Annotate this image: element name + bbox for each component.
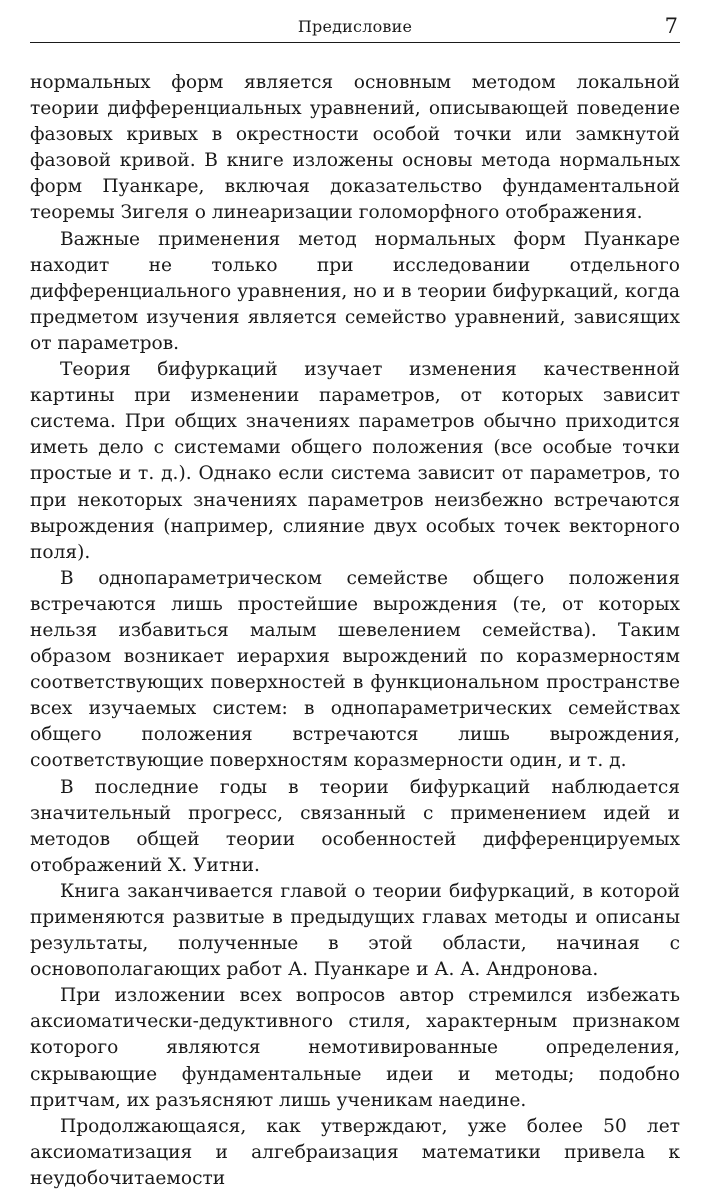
running-header bbox=[30, 0, 680, 43]
paragraph: Книга заканчивается главой о теории бифуркаций, в которой применяются развитые в предыдущих главах методы и описаны результаты, полученные в этой области, начиная с основополагающих работ А. Пуанкаре и А. А. Андронова. bbox=[30, 880, 680, 981]
book-page bbox=[30, 0, 680, 1192]
body-text bbox=[30, 70, 680, 1192]
running-title: Предисловие bbox=[297, 17, 413, 36]
paragraph-continuation: нормальных форм является основным методом локальной теории дифференциальных уравнений, описывающей поведение фазовых кривых в окрестности особой точки или замкнутой фазовой кривой. В книге изложены основы метода нормальных форм Пуанкаре, включая доказательство фундаментальной теоремы Зигеля о линеаризации голоморфного отображения. bbox=[30, 72, 680, 224]
paragraph: При изложении всех вопросов автор стремился избежать аксиоматически-дедуктивного стиля, характерным признаком которого являются немотивированные определения, скрывающие фундаментальные идеи и методы; подобно притчам, их разъясняют лишь ученикам наедине. bbox=[30, 985, 680, 1111]
paragraph: В последние годы в теории бифуркаций наблюдается значительный прогресс, связанный с применением идей и методов общей теории особенностей дифференцируемых отображений Х. Уитни. bbox=[30, 776, 680, 876]
paragraph: В однопараметрическом семействе общего положения встречаются лишь простейшие вырождения (те, от которых нельзя избавиться малым шевелением семейства). Таким образом возникает иерархия вырождений по коразмерностям соответствующих поверхностей в функциональном пространстве всех изучаемых систем: в однопараметрических семействах общего положения встречаются лишь вырождения, соответствующие поверхностям коразмерности один, и т. д. bbox=[30, 567, 680, 772]
paragraph: Продолжающаяся, как утверждают, уже более 50 лет аксиоматизация и алгебраизация математики привела к неудобочитаемости bbox=[30, 1115, 680, 1189]
page-number: 7 bbox=[664, 14, 678, 38]
paragraph: Теория бифуркаций изучает изменения качественной картины при изменении параметров, от которых зависит система. При общих значениях параметров обычно приходится иметь дело с системами общего положения (все особые точки простые и т. д.). Однако если система зависит от параметров, то при некоторых значениях параметров неизбежно встречаются вырождения (например, слияние двух особых точек векторного поля). bbox=[30, 359, 680, 563]
paragraph: Важные применения метод нормальных форм Пуанкаре находит не только при исследовании отдельного дифференциального уравнения, но и в теории бифуркаций, когда предметом изучения является семейство уравнений, зависящих от параметров. bbox=[30, 228, 680, 354]
